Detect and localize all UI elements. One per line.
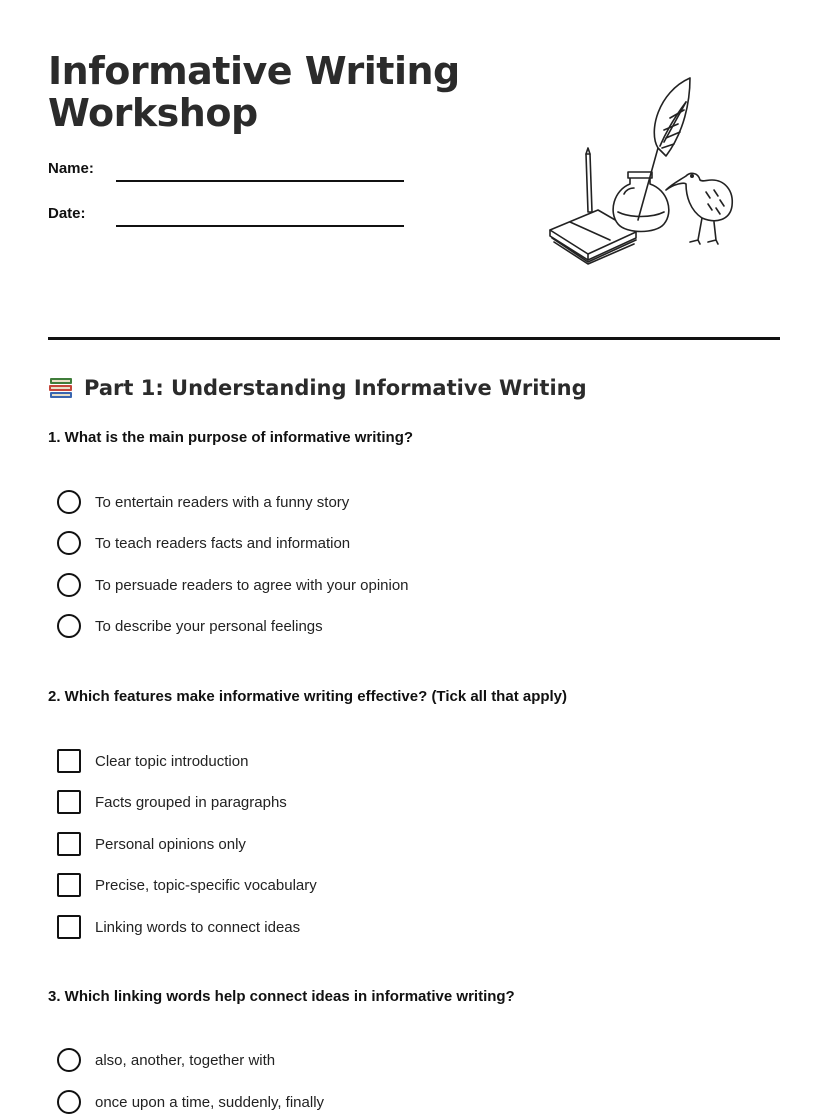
- books-icon: [48, 374, 74, 402]
- q2-option[interactable]: [57, 831, 246, 857]
- radio-button[interactable]: [57, 490, 81, 514]
- option-label: To entertain readers with a funny story: [95, 493, 350, 511]
- q2-option[interactable]: [57, 748, 248, 774]
- q3-option[interactable]: [57, 1047, 275, 1073]
- option-label: Linking words to connect ideas: [95, 918, 301, 936]
- q2-option[interactable]: [57, 872, 317, 898]
- q1-option[interactable]: [57, 489, 349, 515]
- q3-option[interactable]: [57, 1089, 324, 1115]
- q1-option[interactable]: [57, 572, 409, 598]
- title-line-1: Informative Writing: [48, 49, 460, 93]
- question-1: 1. What is the main purpose of informative writing?: [48, 429, 414, 446]
- checkbox[interactable]: [57, 832, 81, 856]
- part1-heading-text: Part 1: Understanding Informative Writing: [84, 376, 587, 400]
- kiwi-icon: [666, 173, 732, 244]
- name-field[interactable]: [116, 180, 404, 182]
- option-label: Precise, topic-specific vocabulary: [95, 876, 317, 894]
- option-label: once upon a time, suddenly, finally: [95, 1093, 325, 1111]
- option-label: Personal opinions only: [95, 835, 246, 853]
- date-field[interactable]: [116, 225, 404, 227]
- checkbox[interactable]: [57, 790, 81, 814]
- quill-inkpot-kiwi-illustration: [540, 72, 740, 272]
- part1-heading: [48, 374, 587, 402]
- q1-option[interactable]: [57, 613, 323, 639]
- option-label: To describe your personal feelings: [95, 617, 323, 635]
- checkbox[interactable]: [57, 749, 81, 773]
- option-label: Clear topic introduction: [95, 752, 249, 770]
- worksheet-title: [48, 50, 468, 134]
- q2-option[interactable]: [57, 914, 300, 940]
- option-label: To teach readers facts and information: [95, 534, 351, 552]
- option-label: Facts grouped in paragraphs: [95, 793, 287, 811]
- checkbox[interactable]: [57, 873, 81, 897]
- option-label: also, another, together with: [95, 1051, 276, 1069]
- name-label: Name:: [48, 160, 94, 177]
- date-label: Date:: [48, 205, 86, 222]
- section-divider: [48, 337, 780, 340]
- checkbox[interactable]: [57, 915, 81, 939]
- radio-button[interactable]: [57, 1090, 81, 1114]
- radio-button[interactable]: [57, 614, 81, 638]
- radio-button[interactable]: [57, 531, 81, 555]
- question-2: 2. Which features make informative writing effective? (Tick all that apply): [48, 688, 568, 705]
- inkpot-icon: [613, 172, 669, 232]
- pencil-icon: [586, 148, 592, 212]
- radio-button[interactable]: [57, 1048, 81, 1072]
- question-3: 3. Which linking words help connect ideas in informative writing?: [48, 988, 515, 1005]
- option-label: To persuade readers to agree with your opinion: [95, 576, 409, 594]
- title-line-2: Workshop: [48, 91, 258, 135]
- q2-option[interactable]: [57, 789, 287, 815]
- radio-button[interactable]: [57, 573, 81, 597]
- q1-option[interactable]: [57, 530, 350, 556]
